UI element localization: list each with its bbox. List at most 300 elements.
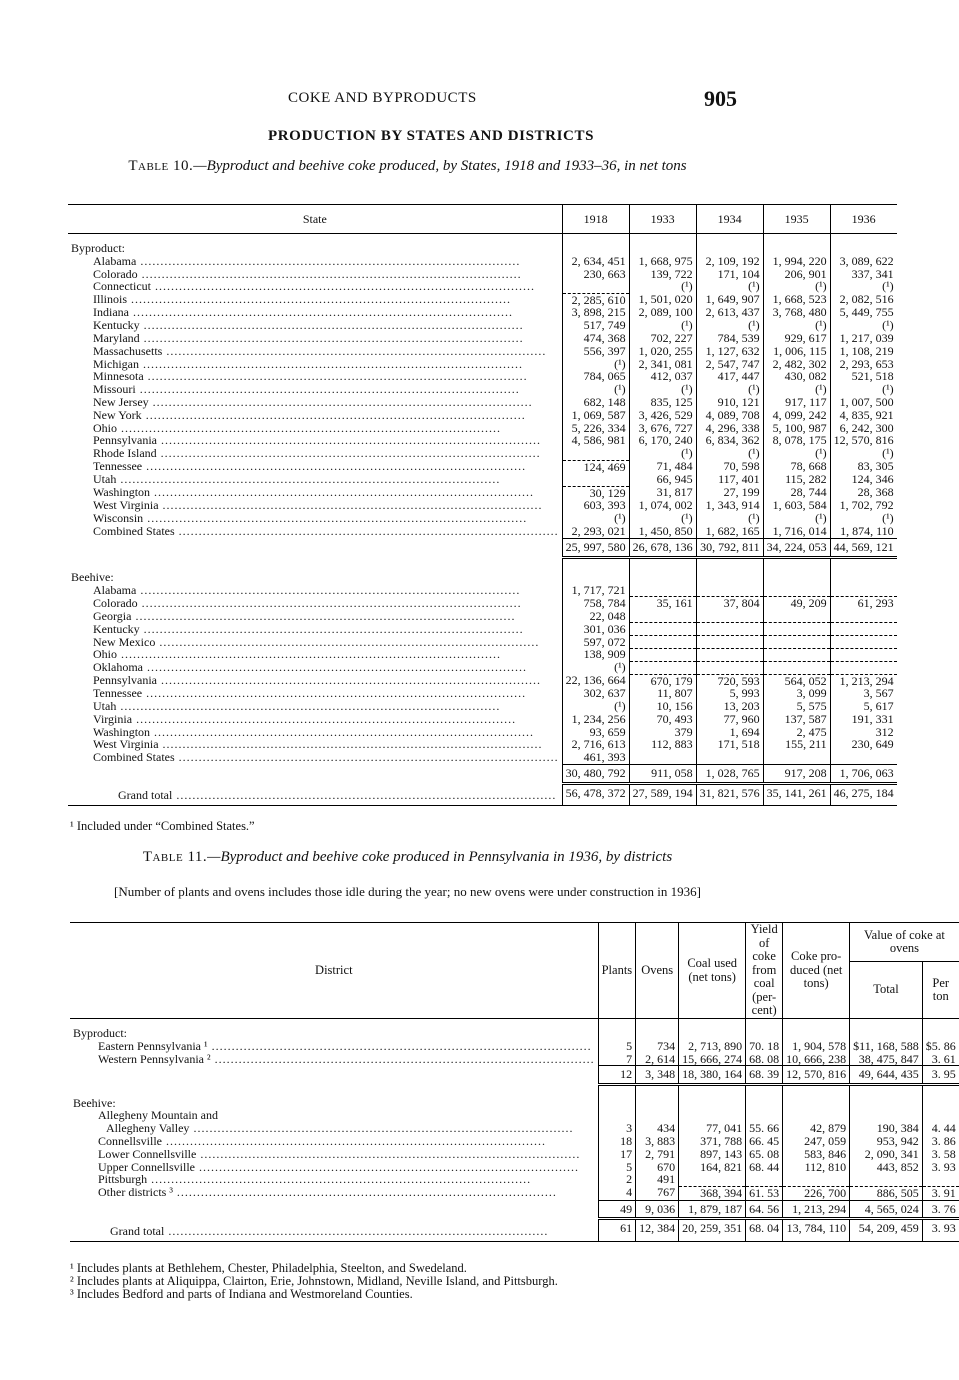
value-cell: 230, 649 — [830, 738, 897, 751]
blank-cell — [629, 234, 696, 255]
value-cell: 31, 817 — [629, 486, 696, 499]
value-cell — [830, 623, 897, 636]
value-cell: 953, 942 — [850, 1135, 923, 1148]
total-cell: 911, 058 — [629, 765, 696, 784]
value-cell: 70. 18 — [746, 1040, 783, 1053]
value-cell: 66, 945 — [629, 473, 696, 486]
subtotal-row — [70, 1066, 959, 1085]
spacer-cell — [629, 557, 696, 571]
district-name — [70, 1186, 598, 1200]
district-label: Western Pennsylvania ² ..... — [98, 1053, 595, 1066]
subtotal-row — [68, 765, 897, 784]
blank-cell — [598, 1019, 636, 1040]
value-cell: 556, 397 — [562, 345, 629, 358]
value-cell: 702, 227 — [629, 332, 696, 345]
state-label: Illinois ..... — [93, 293, 559, 306]
total-cell: 61 — [598, 1219, 636, 1241]
total-cell: 27, 589, 194 — [629, 783, 696, 805]
value-cell: 767 — [636, 1186, 679, 1200]
value-cell: 171, 518 — [696, 738, 763, 751]
value-cell: 49, 209 — [763, 597, 830, 610]
total-cell: 26, 678, 136 — [629, 538, 696, 557]
blank-cell — [922, 1019, 959, 1040]
value-cell: 2, 716, 613 — [562, 738, 629, 751]
total-cell: 49 — [598, 1200, 636, 1219]
value-cell: (¹) — [696, 280, 763, 293]
value-cell — [763, 584, 830, 597]
table11-caption — [70, 849, 745, 866]
district-label: Upper Connellsville ..... — [98, 1161, 595, 1174]
value-cell: 4, 089, 708 — [696, 409, 763, 422]
value-cell: 517, 749 — [562, 319, 629, 332]
value-cell: 412, 037 — [629, 370, 696, 383]
table10 — [68, 204, 897, 806]
blank-cell — [783, 1097, 850, 1110]
district-label: Other districts ³ ..... — [98, 1186, 595, 1199]
district-name — [70, 1040, 598, 1053]
total-cell: 30, 792, 811 — [696, 538, 763, 557]
value-cell — [746, 1173, 783, 1186]
value-cell: 1, 069, 587 — [562, 409, 629, 422]
value-cell: 2, 293, 021 — [562, 525, 629, 538]
running-header-title: COKE AND BYPRODUCTS — [288, 90, 477, 106]
total-cell: 68. 39 — [746, 1066, 783, 1085]
grand-total-text: Grand total ..... — [110, 1225, 595, 1238]
state-label: Washington ..... — [93, 486, 559, 499]
value-cell: 379 — [629, 726, 696, 739]
value-cell: 30, 129 — [562, 486, 629, 499]
state-name — [68, 700, 562, 713]
value-cell: 301, 036 — [562, 623, 629, 636]
total-cell: 56, 478, 372 — [562, 783, 629, 805]
value-cell: 70, 493 — [629, 713, 696, 726]
value-cell: 2, 090, 341 — [850, 1148, 923, 1161]
blank-cell — [746, 1097, 783, 1110]
total-cell: 49, 644, 435 — [850, 1066, 923, 1085]
total-cell: 35, 141, 261 — [763, 783, 830, 805]
value-cell — [562, 447, 629, 460]
state-label: Tennessee ..... — [93, 460, 559, 473]
value-cell: 302, 637 — [562, 687, 629, 700]
value-cell: 1, 213, 294 — [830, 674, 897, 687]
value-cell: 417, 447 — [696, 370, 763, 383]
value-cell: 206, 901 — [763, 268, 830, 281]
value-cell: 1, 007, 500 — [830, 396, 897, 409]
value-cell: (¹) — [830, 383, 897, 396]
state-label: Utah ..... — [93, 700, 559, 713]
value-cell: (¹) — [830, 447, 897, 460]
value-cell: 3. 61 — [922, 1053, 959, 1066]
group-label: Byproduct: — [71, 241, 125, 255]
blank-cell — [696, 571, 763, 584]
value-cell: 734 — [636, 1040, 679, 1053]
value-cell: 15, 666, 274 — [679, 1053, 746, 1066]
state-label: Kentucky ..... — [93, 319, 559, 332]
table-row — [68, 751, 897, 764]
table-row — [70, 1186, 959, 1200]
value-cell — [763, 623, 830, 636]
page-number: 905 — [704, 86, 737, 111]
table-row — [68, 713, 897, 726]
value-cell: 521, 518 — [830, 370, 897, 383]
state-name — [68, 332, 562, 345]
value-cell — [783, 1173, 850, 1186]
value-cell: 2, 341, 081 — [629, 358, 696, 371]
table10-footnote: ¹ Included under “Combined States.” — [70, 819, 255, 833]
value-cell: 164, 821 — [679, 1161, 746, 1174]
state-label: Combined States ..... — [93, 525, 559, 538]
total-cell: 3. 76 — [922, 1200, 959, 1219]
total-cell: 3, 348 — [636, 1066, 679, 1085]
value-cell: 3 — [598, 1122, 636, 1135]
total-cell: 12, 570, 816 — [783, 1066, 850, 1085]
table11-note: [Number of plants and ovens includes those idle during the year; no new ovens were under construction in 1936] — [113, 884, 702, 899]
value-cell: 784, 539 — [696, 332, 763, 345]
blank-cell — [636, 1097, 679, 1110]
value-cell: 191, 331 — [830, 713, 897, 726]
value-cell: 2, 547, 747 — [696, 358, 763, 371]
value-cell — [629, 584, 696, 597]
total-cell: 917, 208 — [763, 765, 830, 784]
state-name — [68, 751, 562, 764]
blank-cell — [636, 1019, 679, 1040]
state-label: Alabama ..... — [93, 255, 559, 268]
total-cell: 34, 224, 053 — [763, 538, 830, 557]
value-cell: 138, 909 — [562, 648, 629, 661]
value-cell: 784, 065 — [562, 370, 629, 383]
value-cell: 1, 108, 219 — [830, 345, 897, 358]
spacer-cell — [696, 557, 763, 571]
value-cell: (¹) — [763, 319, 830, 332]
value-cell: 2, 109, 192 — [696, 255, 763, 268]
state-name — [68, 293, 562, 306]
value-cell: 93, 659 — [562, 726, 629, 739]
subtotal-label — [68, 538, 562, 557]
value-cell: 115, 282 — [763, 473, 830, 486]
spacer-cell — [830, 557, 897, 571]
value-cell: 124, 346 — [830, 473, 897, 486]
state-name — [68, 486, 562, 499]
value-cell: (¹) — [696, 319, 763, 332]
value-cell: 3. 58 — [922, 1148, 959, 1161]
spacer-row — [70, 1085, 959, 1097]
value-cell: (¹) — [763, 512, 830, 525]
state-name — [68, 597, 562, 610]
grand-total-row — [70, 1219, 959, 1241]
table-row — [68, 460, 897, 473]
value-cell: 583, 846 — [783, 1148, 850, 1161]
total-cell: 1, 028, 765 — [696, 765, 763, 784]
value-cell: 28, 368 — [830, 486, 897, 499]
value-cell: (¹) — [830, 280, 897, 293]
spacer-row — [68, 557, 897, 571]
value-cell: 1, 450, 850 — [629, 525, 696, 538]
blank-cell — [598, 1097, 636, 1110]
col-value-total: Total — [850, 962, 923, 1019]
col-state: State — [68, 205, 562, 234]
value-cell: 247, 059 — [783, 1135, 850, 1148]
value-cell: 71, 484 — [629, 460, 696, 473]
table-row — [68, 332, 897, 345]
blank-cell — [783, 1019, 850, 1040]
district-label: Allegheny Valley ..... — [106, 1122, 595, 1135]
value-cell: 371, 788 — [679, 1135, 746, 1148]
value-cell: 1, 234, 256 — [562, 713, 629, 726]
value-cell — [830, 648, 897, 661]
col-year-1935: 1935 — [763, 205, 830, 234]
grand-total-label — [68, 783, 562, 805]
blank-cell — [850, 1097, 923, 1110]
subtotal-row — [68, 538, 897, 557]
value-cell: 226, 700 — [783, 1186, 850, 1200]
table-row — [68, 409, 897, 422]
value-cell: 55. 66 — [746, 1122, 783, 1135]
value-cell: 5 — [598, 1040, 636, 1053]
value-cell: 491 — [636, 1173, 679, 1186]
value-cell: 124, 469 — [562, 460, 629, 473]
value-cell: 12, 570, 816 — [830, 434, 897, 447]
total-cell: 12 — [598, 1066, 636, 1085]
subtotal-label — [70, 1066, 598, 1085]
state-label: Pennsylvania ..... — [93, 434, 559, 447]
value-cell: 312 — [830, 726, 897, 739]
value-cell: 10, 156 — [629, 700, 696, 713]
value-cell: 1, 717, 721 — [562, 584, 629, 597]
total-cell: 68. 04 — [746, 1219, 783, 1241]
total-cell: 46, 275, 184 — [830, 783, 897, 805]
value-cell — [696, 648, 763, 661]
value-cell: (¹) — [629, 383, 696, 396]
table10-label: Table 10. — [128, 158, 194, 174]
state-label: Colorado ..... — [93, 597, 559, 610]
value-cell: 2, 613, 437 — [696, 306, 763, 319]
value-cell: 682, 148 — [562, 396, 629, 409]
state-label: Virginia ..... — [93, 713, 559, 726]
blank-cell — [830, 571, 897, 584]
value-cell: (¹) — [562, 358, 629, 371]
district-name — [70, 1135, 598, 1148]
state-label: Georgia ..... — [93, 610, 559, 623]
state-label: Wisconsin ..... — [93, 512, 559, 525]
value-cell: 3. 91 — [922, 1186, 959, 1200]
blank-cell — [763, 234, 830, 255]
value-cell: 917, 117 — [763, 396, 830, 409]
col-yield: Yield of coke from coal (per- cent) — [746, 923, 783, 1019]
value-cell: 1, 006, 115 — [763, 345, 830, 358]
col-value-group: Value of coke at ovens — [850, 923, 959, 962]
table-row — [68, 293, 897, 306]
value-cell: (¹) — [763, 383, 830, 396]
value-cell — [850, 1173, 923, 1186]
value-cell: 112, 883 — [629, 738, 696, 751]
col-district: District — [70, 923, 598, 1019]
table-row — [70, 1148, 959, 1161]
district-name — [70, 1053, 598, 1066]
value-cell: (¹) — [763, 447, 830, 460]
footnote-line: ³ Includes Bedford and parts of Indiana and Westmoreland Counties. — [70, 1287, 413, 1301]
value-cell: 6, 170, 240 — [629, 434, 696, 447]
district-label: Pittsburgh ..... — [98, 1173, 595, 1186]
value-cell: 2, 482, 302 — [763, 358, 830, 371]
value-cell — [830, 636, 897, 649]
total-cell: 1, 213, 294 — [783, 1200, 850, 1219]
value-cell — [763, 661, 830, 674]
value-cell — [830, 584, 897, 597]
value-cell: 1, 904, 578 — [783, 1040, 850, 1053]
state-label: Massachusetts ..... — [93, 345, 559, 358]
district-label: Eastern Pennsylvania ¹ ..... — [98, 1040, 595, 1053]
group-label: Beehive: — [73, 1095, 116, 1110]
blank-cell — [746, 1019, 783, 1040]
grand-total-text: Grand total ..... — [118, 789, 559, 802]
state-label: New York ..... — [93, 409, 559, 422]
value-cell: 597, 072 — [562, 636, 629, 649]
value-cell: 1, 668, 975 — [629, 255, 696, 268]
value-cell: 7 — [598, 1053, 636, 1066]
value-cell: 2, 634, 451 — [562, 255, 629, 268]
value-cell: 3. 93 — [922, 1161, 959, 1174]
state-name — [68, 713, 562, 726]
state-label: Connecticut ..... — [93, 280, 559, 293]
total-cell: 54, 209, 459 — [850, 1219, 923, 1241]
state-label: Alabama ..... — [93, 584, 559, 597]
value-cell: 2, 293, 653 — [830, 358, 897, 371]
state-name — [68, 525, 562, 538]
value-cell: (¹) — [562, 700, 629, 713]
value-cell — [629, 636, 696, 649]
value-cell: 171, 104 — [696, 268, 763, 281]
value-cell: 1, 343, 914 — [696, 499, 763, 512]
value-cell: 230, 663 — [562, 268, 629, 281]
blank-cell — [679, 1097, 746, 1110]
value-cell: 443, 852 — [850, 1161, 923, 1174]
state-name — [68, 674, 562, 687]
group-label-row — [68, 571, 897, 584]
total-cell: 64. 56 — [746, 1200, 783, 1219]
value-cell: 1, 217, 039 — [830, 332, 897, 345]
value-cell: 3, 768, 480 — [763, 306, 830, 319]
state-label: Indiana ..... — [93, 306, 559, 319]
value-cell: 38, 475, 847 — [850, 1053, 923, 1066]
value-cell — [696, 751, 763, 764]
state-label: Maryland ..... — [93, 332, 559, 345]
spacer-cell — [679, 1085, 746, 1097]
value-cell: 4 — [598, 1186, 636, 1200]
value-cell: 1, 603, 584 — [763, 499, 830, 512]
group-label: Byproduct: — [73, 1026, 127, 1040]
state-name — [68, 396, 562, 409]
value-cell: 22, 048 — [562, 610, 629, 623]
value-cell: 2, 089, 100 — [629, 306, 696, 319]
value-cell — [696, 661, 763, 674]
value-cell: (¹) — [830, 319, 897, 332]
value-cell: 5, 575 — [763, 700, 830, 713]
value-cell: 22, 136, 664 — [562, 674, 629, 687]
value-cell — [696, 623, 763, 636]
value-cell: 66. 45 — [746, 1135, 783, 1148]
total-cell: 44, 569, 121 — [830, 538, 897, 557]
table11-label: Table 11. — [142, 849, 208, 865]
value-cell: 670 — [636, 1161, 679, 1174]
value-cell: (¹) — [629, 319, 696, 332]
value-cell: 68. 08 — [746, 1053, 783, 1066]
value-cell — [696, 636, 763, 649]
value-cell: 3, 567 — [830, 687, 897, 700]
total-cell: 31, 821, 576 — [696, 783, 763, 805]
district-label: Connellsville ..... — [98, 1135, 595, 1148]
spacer-cell — [850, 1085, 923, 1097]
value-cell: 5, 100, 987 — [763, 422, 830, 435]
value-cell: 564, 052 — [763, 674, 830, 687]
table11-footnotes — [70, 1262, 558, 1301]
value-cell: 1, 668, 523 — [763, 293, 830, 306]
district-label: Lower Connellsville ..... — [98, 1148, 595, 1161]
state-name — [68, 460, 562, 473]
value-cell: 61, 293 — [830, 597, 897, 610]
value-cell: 1, 682, 165 — [696, 525, 763, 538]
value-cell: 3, 089, 622 — [830, 255, 897, 268]
state-label: Tennessee ..... — [93, 687, 559, 700]
value-cell — [830, 610, 897, 623]
total-cell: 12, 384 — [636, 1219, 679, 1241]
value-cell: (¹) — [696, 383, 763, 396]
value-cell: 6, 242, 300 — [830, 422, 897, 435]
value-cell: 37, 804 — [696, 597, 763, 610]
state-label: Minnesota ..... — [93, 370, 559, 383]
table11 — [70, 922, 959, 1242]
value-cell: 6, 834, 362 — [696, 434, 763, 447]
subtotal-label — [70, 1200, 598, 1219]
total-cell: 9, 036 — [636, 1200, 679, 1219]
table-row — [68, 525, 897, 538]
value-cell: 13, 203 — [696, 700, 763, 713]
value-cell: 670, 179 — [629, 674, 696, 687]
state-label: Rhode Island ..... — [93, 447, 559, 460]
spacer-cell — [598, 1085, 636, 1097]
grand-total-row — [68, 783, 897, 805]
blank-cell — [629, 571, 696, 584]
value-cell: 3, 426, 529 — [629, 409, 696, 422]
value-cell: (¹) — [629, 512, 696, 525]
value-cell: 68. 44 — [746, 1161, 783, 1174]
state-label: Missouri ..... — [93, 383, 559, 396]
value-cell: 337, 341 — [830, 268, 897, 281]
spacer-cell — [68, 557, 562, 571]
spacer-cell — [783, 1085, 850, 1097]
value-cell: 27, 199 — [696, 486, 763, 499]
spacer-cell — [562, 557, 629, 571]
value-cell: 929, 617 — [763, 332, 830, 345]
value-cell: 61. 53 — [746, 1186, 783, 1200]
table-row — [68, 486, 897, 499]
value-cell: 1, 702, 792 — [830, 499, 897, 512]
value-cell: (¹) — [830, 512, 897, 525]
value-cell: (¹) — [696, 447, 763, 460]
section-title: PRODUCTION BY STATES AND DISTRICTS — [267, 128, 595, 144]
value-cell: 4, 586, 981 — [562, 434, 629, 447]
col-plants: Plants — [598, 923, 636, 1019]
value-cell: 1, 649, 907 — [696, 293, 763, 306]
total-cell: 18, 380, 164 — [679, 1066, 746, 1085]
value-cell: 3, 099 — [763, 687, 830, 700]
table-row — [68, 700, 897, 713]
value-cell: 2, 713, 890 — [679, 1040, 746, 1053]
col-value-per-ton: Per ton — [922, 962, 959, 1019]
value-cell: 758, 784 — [562, 597, 629, 610]
value-cell: 430, 082 — [763, 370, 830, 383]
value-cell: 2, 791 — [636, 1148, 679, 1161]
district-name — [70, 1148, 598, 1161]
